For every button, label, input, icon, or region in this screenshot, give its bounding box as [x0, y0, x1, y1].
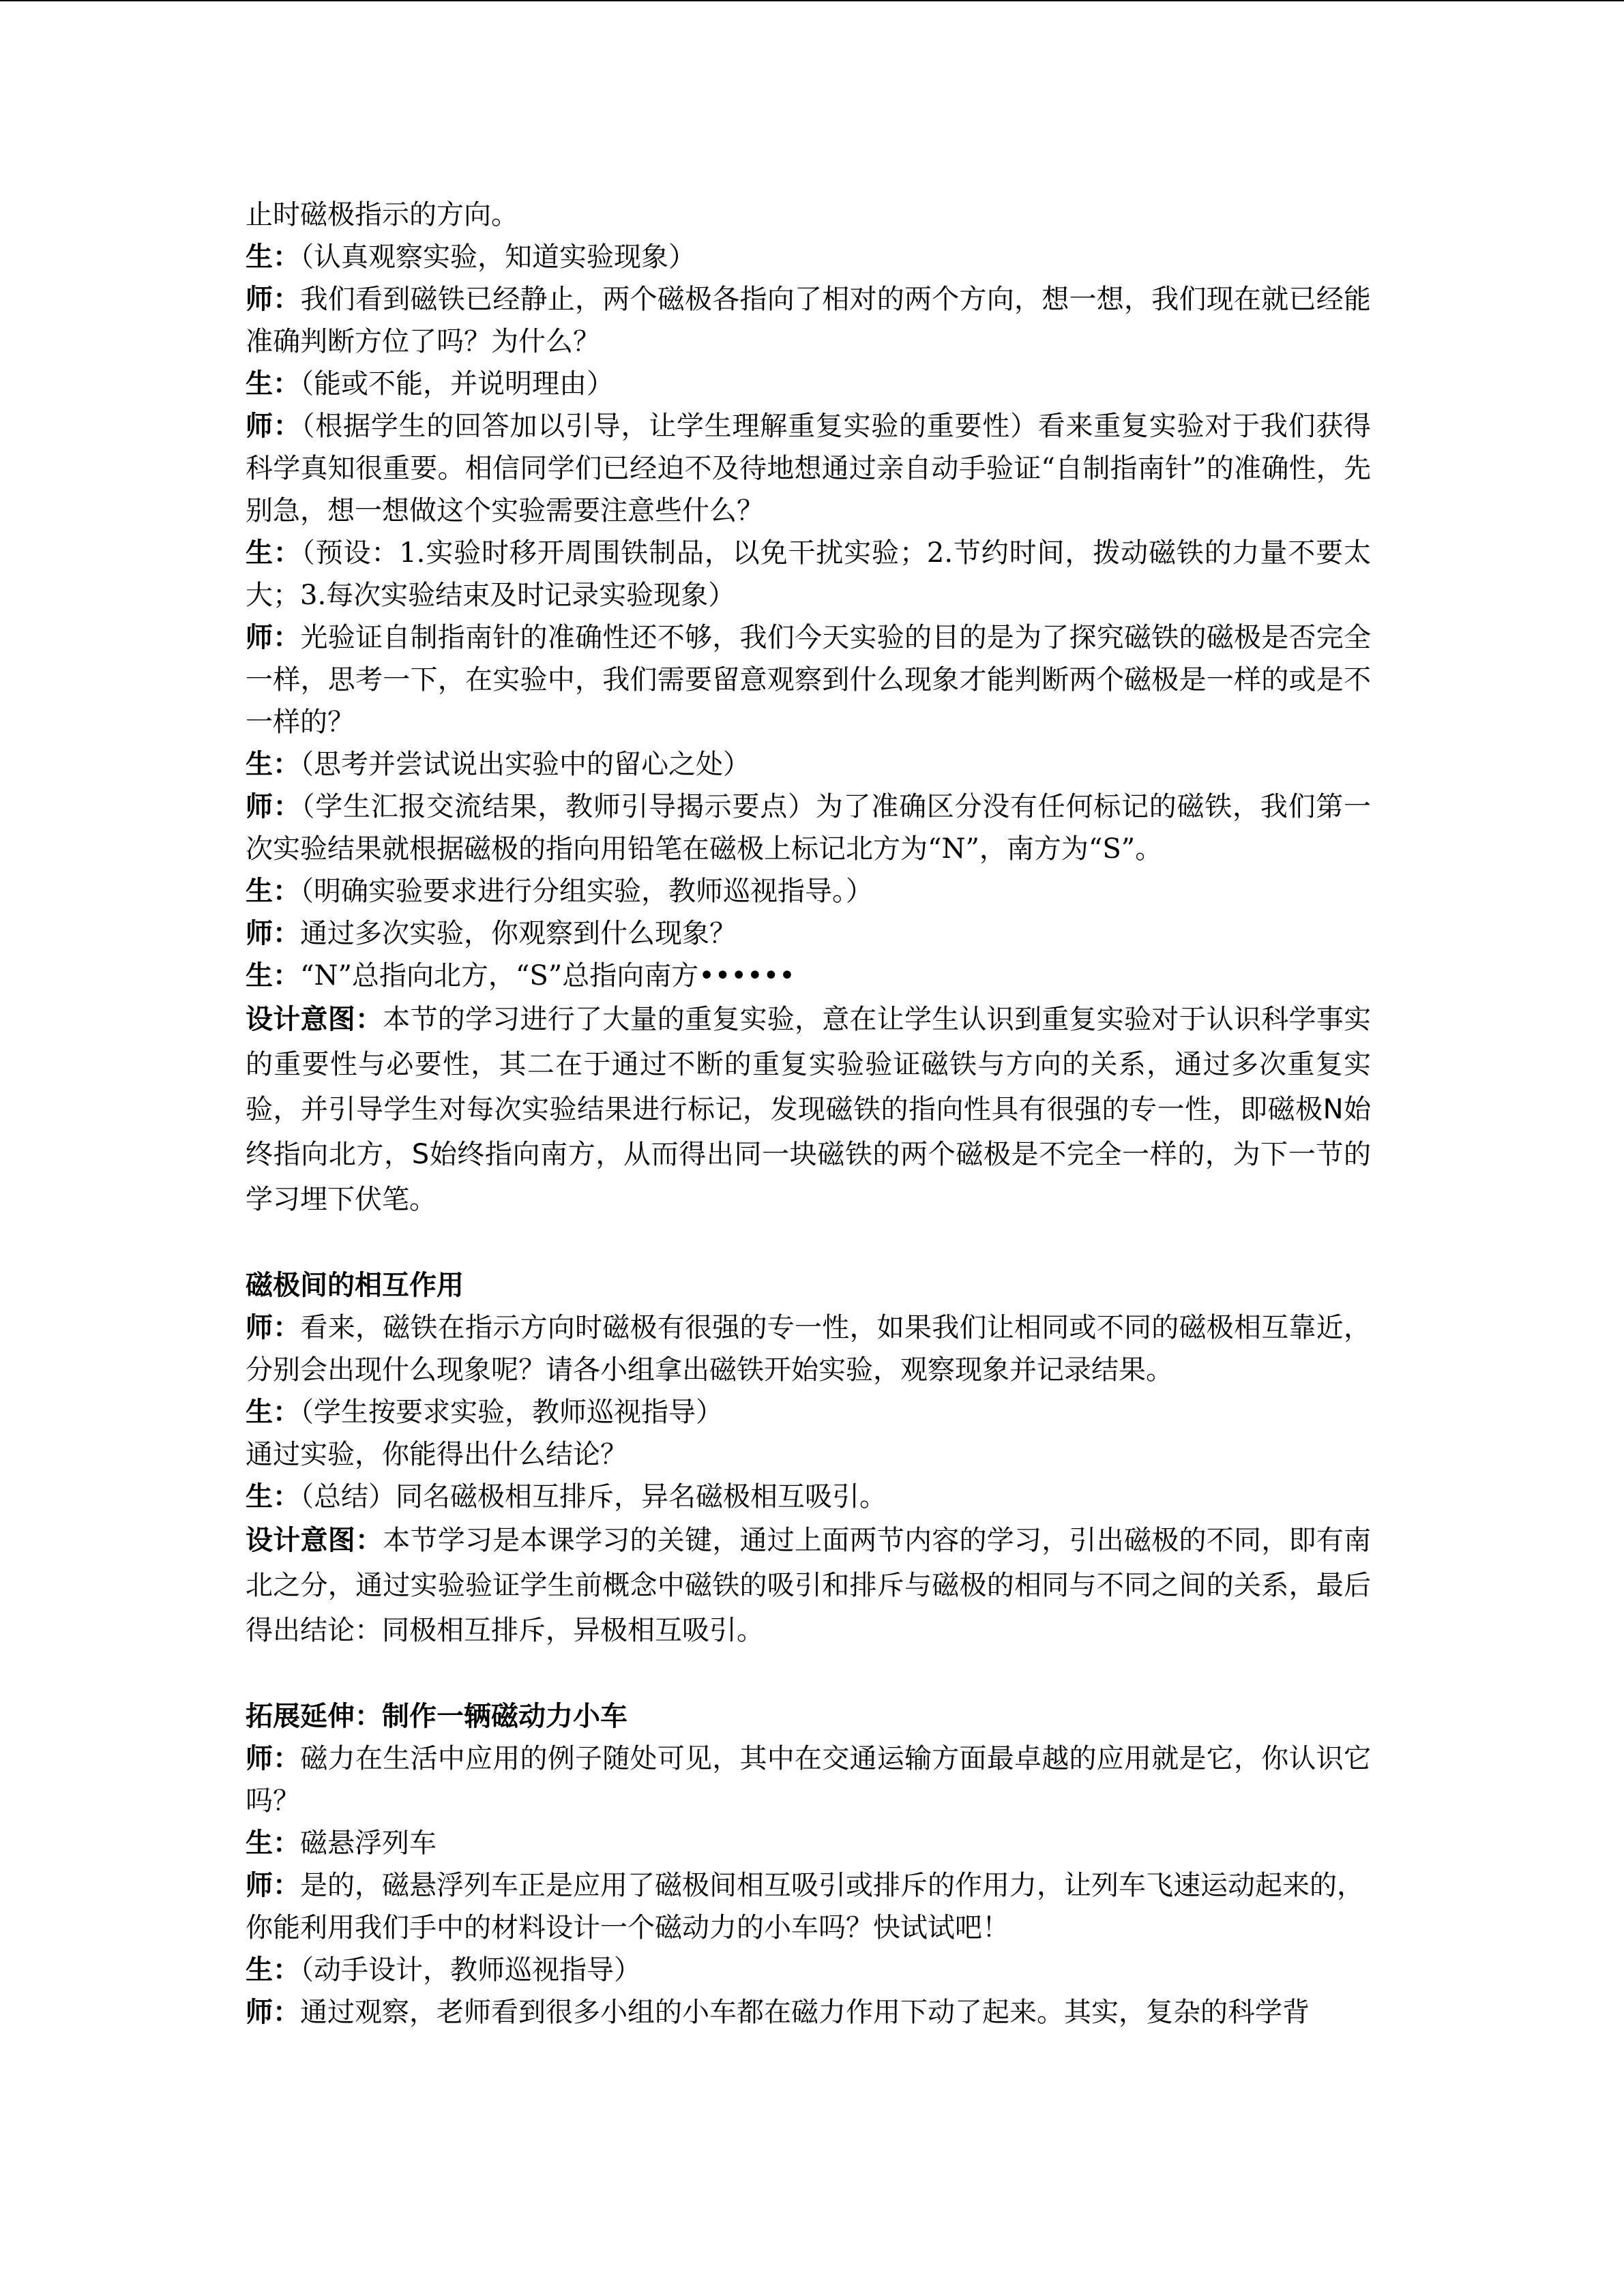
dialogue-line: [246, 1738, 1371, 1822]
dialogue-line: [246, 532, 1371, 616]
dialogue-line: [246, 1822, 1371, 1864]
paragraph-text: 本节的学习进行了大量的重复实验，意在让学生认识到重复实验对于认识科学事实的重要性与必要性，其二在于通过不断的重复实验验证磁铁与方向的关系，通过多次重复实验，并引导学生对每次实验结果进行标记，发现磁铁的指向性具有很强的专一性，即磁极N始终指向北方，S始终指向南方，从而得出同一块磁铁的两个磁极是不完全一样的，为下一节的学习埋下伏笔。: [246, 1004, 1371, 1215]
speaker-label: 生：: [246, 1954, 300, 1986]
dialogue-line: [246, 616, 1371, 743]
dialogue-line: [246, 1864, 1371, 1907]
dialogue-line: [246, 363, 1371, 405]
dialogue-line: [246, 1949, 1371, 1991]
paragraph-text: 通过观察，老师看到很多小组的小车都在磁力作用下动了起来。其实，复杂的科学背: [300, 1997, 1310, 2028]
paragraph-text: 通过实验，你能得出什么结论？: [246, 1439, 628, 1470]
speaker-label: 生：: [246, 960, 300, 992]
dialogue-line: [246, 786, 1371, 870]
dialogue-line: [246, 194, 1371, 236]
paragraph-text: （明确实验要求进行分组实验，教师巡视指导。）: [300, 876, 873, 907]
dialogue-line: [246, 405, 1371, 532]
dialogue-line: [246, 278, 1371, 363]
paragraph-text: 你能利用我们手中的材料设计一个磁动力的小车吗？快试试吧！: [246, 1912, 1009, 1943]
paragraph-text: （根据学生的回答加以引导，让学生理解重复实验的重要性）看来重复实验对于我们获得科学真知很重要。相信同学们已经迫不及待地想通过亲自动手验证“自制指南针”的准确性，先别急，想一想做这个实验需要注意些什么？: [246, 411, 1371, 526]
dialogue-line: [246, 870, 1371, 912]
dialogue-line: [246, 236, 1371, 278]
speaker-label: 生：: [246, 241, 300, 273]
speaker-label: 生：: [246, 876, 300, 907]
speaker-label: 师：: [246, 1743, 301, 1774]
dialogue-line: [246, 1476, 1371, 1518]
speaker-label: 生：: [246, 749, 300, 780]
paragraph-text: 光验证自制指南针的准确性还不够，我们今天实验的目的是为了探究磁铁的磁极是否完全一样，思考一下，在实验中，我们需要留意观察到什么现象才能判断两个磁极是一样的或是不一样的？: [246, 622, 1371, 738]
paragraph-text: （认真观察实验，知道实验现象）: [300, 241, 696, 273]
paragraph-text: （思考并尝试说出实验中的留心之处）: [300, 749, 750, 780]
speaker-label: 师：: [246, 284, 301, 315]
design-intent-label: 设计意图：: [246, 1004, 383, 1035]
paragraph-text: 磁力在生活中应用的例子随处可见，其中在交通运输方面最卓越的应用就是它，你认识它吗？: [246, 1743, 1371, 1817]
paragraph-text: 是的，磁悬浮列车正是应用了磁极间相互吸引或排斥的作用力，让列车飞速运动起来的，: [300, 1870, 1364, 1901]
paragraph-text: （学生按要求实验，教师巡视指导）: [300, 1397, 723, 1428]
paragraph-text: （学生汇报交流结果，教师引导揭示要点）为了准确区分没有任何标记的磁铁，我们第一次实验结果就根据磁极的指向用铅笔在磁极上标记北方为“N”，南方为“S”。: [246, 791, 1371, 865]
dialogue-line: [246, 912, 1371, 955]
dialogue-line: [246, 743, 1371, 786]
section-heading: 磁极间的相互作用: [246, 1270, 464, 1301]
paragraph-text: （动手设计，教师巡视指导）: [300, 1954, 641, 1986]
paragraph-text: （预设：1.实验时移开周围铁制品，以免干扰实验；2.节约时间，拨动磁铁的力量不要太大；3.每次实验结束及时记录实验现象）: [246, 537, 1372, 611]
dialogue-line: [246, 1907, 1371, 1949]
document-body: [246, 194, 1371, 2033]
paragraph-text: 通过多次实验，你观察到什么现象？: [300, 918, 737, 949]
speaker-label: 师：: [246, 1312, 301, 1343]
speaker-label: 师：: [246, 791, 301, 822]
speaker-label: 生：: [246, 368, 300, 400]
speaker-label: 生：: [246, 1828, 300, 1859]
speaker-label: 师：: [246, 1870, 300, 1901]
paragraph-text: 看来，磁铁在指示方向时磁极有很强的专一性，如果我们让相同或不同的磁极相互靠近，分别会出现什么现象呢？请各小组拿出磁铁开始实验，观察现象并记录结果。: [246, 1312, 1371, 1386]
speaker-label: 师：: [246, 622, 301, 653]
dialogue-line: [246, 1433, 1371, 1476]
speaker-label: 生：: [246, 537, 301, 569]
dialogue-line: [246, 1391, 1371, 1433]
speaker-label: 生：: [246, 1397, 300, 1428]
paragraph-text: （能或不能，并说明理由）: [300, 368, 614, 400]
dialogue-line: [246, 1991, 1371, 2033]
design-intent-label: 设计意图：: [246, 1525, 383, 1556]
dialogue-line: [246, 1307, 1371, 1391]
paragraph-text: “N”总指向北方，“S”总指向南方••••••: [300, 960, 795, 992]
paragraph-text: 本节学习是本课学习的关键，通过上面两节内容的学习，引出磁极的不同，即有南北之分，通过实验验证学生前概念中磁铁的吸引和排斥与磁极的相同与不同之间的关系，最后得出结论：同极相互排斥，异极相互吸引。: [246, 1525, 1371, 1646]
design-intent-paragraph: [246, 1518, 1371, 1653]
dialogue-line: [246, 955, 1371, 997]
design-intent-paragraph: [246, 997, 1371, 1222]
paragraph-text: （总结）同名磁极相互排斥，异名磁极相互吸引。: [300, 1481, 887, 1512]
speaker-label: 师：: [246, 918, 300, 949]
paragraph-text: 磁悬浮列车: [300, 1828, 437, 1859]
paragraph-text: 我们看到磁铁已经静止，两个磁极各指向了相对的两个方向，想一想，我们现在就已经能准确判断方位了吗？为什么？: [246, 284, 1371, 357]
speaker-label: 师：: [246, 411, 301, 442]
speaker-label: 生：: [246, 1481, 300, 1512]
section-heading: 拓展延伸：制作一辆磁动力小车: [246, 1701, 628, 1732]
paragraph-text: 止时磁极指示的方向。: [246, 199, 518, 230]
speaker-label: 师：: [246, 1997, 300, 2028]
